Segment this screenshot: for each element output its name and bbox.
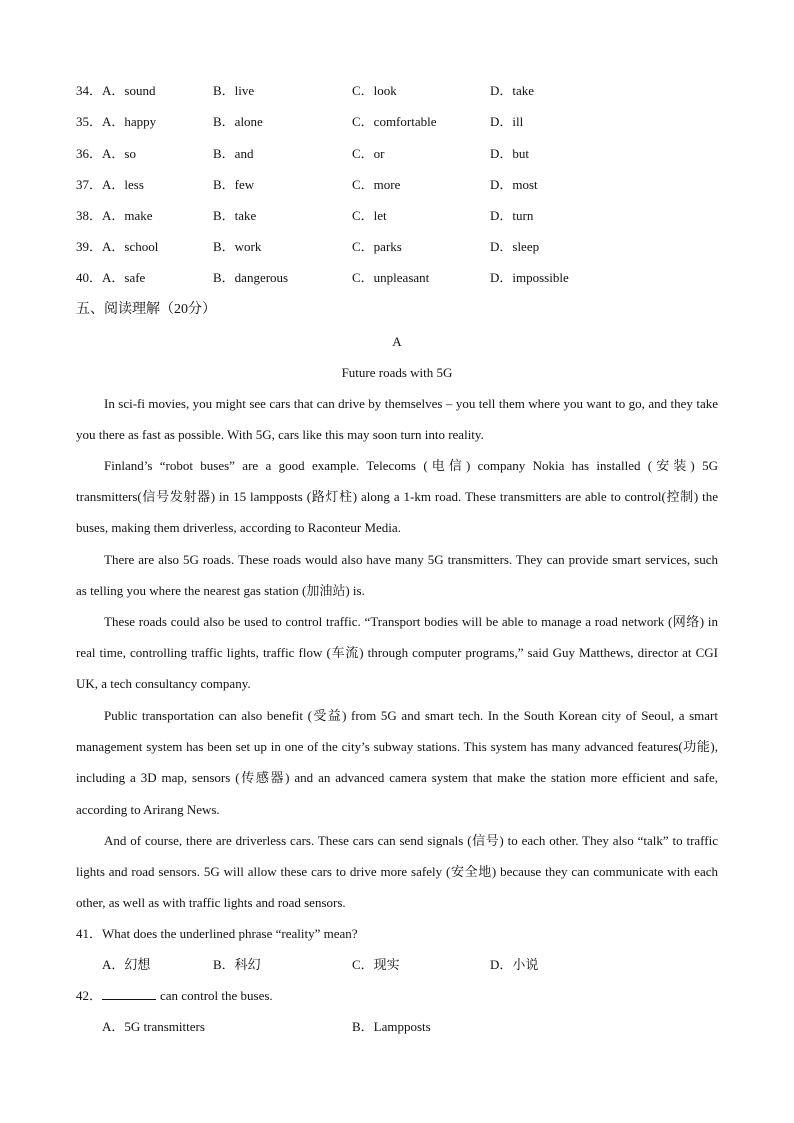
option-c: C．comfortable [352, 114, 437, 129]
answer-blank [102, 987, 156, 1000]
option-a: 39．A．school [76, 239, 159, 254]
question-41-stem: 41．What does the underlined phrase “reality” mean? [76, 926, 358, 941]
passage-paragraph-5: Public transportation can also benefit (受益) from 5G and smart tech. In the South Korean city of Seoul, a smart management system has been set up in one of the city’s subway stations. This system has many advanced features(功能), including a 3D map, sensors (传感器) and an advanced camera system that make the station more efficient and safe, according to Arirang News. [76, 708, 718, 817]
passage-paragraph-6: And of course, there are driverless cars. These cars can send signals (信号) to each other. They also “talk” to traffic lights and road sensors. 5G will allow these cars to drive more safely (安全地) because they can communicate with each other, as well as with traffic lights and road sensors. [76, 833, 718, 911]
passage-paragraph-4: These roads could also be used to control traffic. “Transport bodies will be able to manage a road network (网络) in real time, controlling traffic lights, traffic flow (车流) through computer programs,” said Guy Matthews, director at CGI UK, a tech consultancy company. [76, 614, 718, 692]
option-d: D．most [490, 177, 538, 192]
option-a: 37．A．less [76, 177, 144, 192]
passage-title: Future roads with 5G [341, 365, 453, 380]
option-d: D．ill [490, 114, 524, 129]
q42-option-b: B．Lampposts [352, 1019, 431, 1034]
option-c: C．parks [352, 239, 402, 254]
question-42-options [102, 1017, 702, 1037]
option-a: 35．A．happy [76, 114, 157, 129]
q41-option-d: D．小说 [490, 957, 539, 972]
option-c: C．look [352, 83, 397, 98]
question-42-stem [76, 986, 273, 1006]
option-a: 40．A．safe [76, 270, 146, 285]
option-b: B．alone [213, 114, 263, 129]
option-d: D．but [490, 146, 530, 161]
q41-option-a: A．幻想 [102, 957, 151, 972]
option-a: 38．A．make [76, 208, 153, 223]
option-a: 36．A．so [76, 146, 136, 161]
question-42-number: 42． [76, 988, 103, 1003]
q41-option-b: B．科幻 [213, 957, 261, 972]
option-d: D．take [490, 83, 535, 98]
option-d: D．sleep [490, 239, 540, 254]
option-d: D．turn [490, 208, 534, 223]
option-b: B．work [213, 239, 262, 254]
option-d: D．impossible [490, 270, 569, 285]
option-c: C．let [352, 208, 387, 223]
question-42-text: can control the buses. [160, 988, 273, 1003]
q41-option-c: C．现实 [352, 957, 400, 972]
option-b: B．take [213, 208, 257, 223]
option-b: B．few [213, 177, 255, 192]
passage-paragraph-3: There are also 5G roads. These roads would also have many 5G transmitters. They can provide smart services, such as telling you where the nearest gas station (加油站) is. [76, 552, 718, 599]
question-41-options [102, 955, 702, 975]
option-c: C．or [352, 146, 385, 161]
passage-paragraph-1: In sci-fi movies, you might see cars that can drive by themselves – you tell them where you want to go, and they take you there as fast as possible. With 5G, cars like this may soon turn into reality. [76, 396, 718, 443]
option-a: 34．A．sound [76, 83, 156, 98]
option-b: B．dangerous [213, 270, 289, 285]
option-b: B．and [213, 146, 254, 161]
option-c: C．unpleasant [352, 270, 430, 285]
q42-option-a: A．5G transmitters [102, 1019, 205, 1034]
section-heading: 五、阅读理解（20分） [76, 302, 216, 317]
passage-paragraph-2: Finland’s “robot buses” are a good example. Telecoms (电信) company Nokia has installed (安装) 5G transmitters(信号发射器) in 15 lampposts (路灯柱) along a 1-km road. These transmitters are able to control(控制) the buses, making them driverless, according to Raconteur Media. [76, 458, 718, 536]
passage-letter: A [392, 334, 402, 349]
option-b: B．live [213, 83, 255, 98]
option-c: C．more [352, 177, 401, 192]
